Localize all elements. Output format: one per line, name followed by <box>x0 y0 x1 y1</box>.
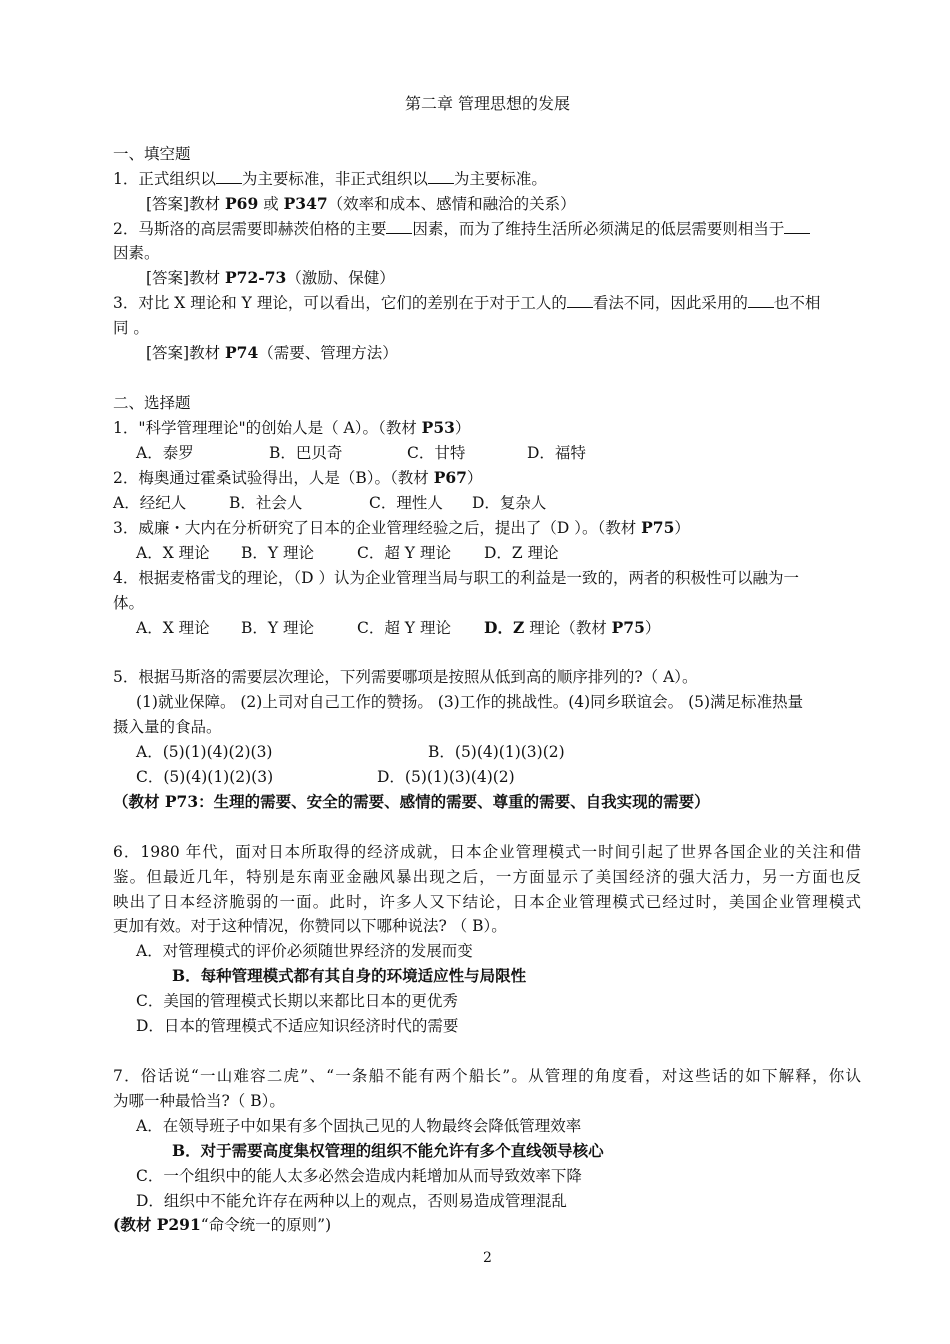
option-d <box>484 618 524 638</box>
question-text: 为主要标准。 <box>453 170 547 188</box>
question-text: 也不相 <box>773 294 821 312</box>
mc-options-4 <box>136 618 660 638</box>
option-c: C．超 Y 理论 <box>357 544 451 562</box>
mc-question-6-line2: 鉴。但最近几年，特别是东南亚金融风暴出现之后，一方面显示了美国经济的强大活力，另一方面也反 <box>113 868 861 886</box>
option-c: C．(5)(4)(1)(2)(3) <box>136 768 274 786</box>
answer-text: （激励、保健） <box>286 269 395 287</box>
question-1 <box>113 169 547 189</box>
note-text: “命令统一的原则”) <box>200 1216 332 1234</box>
mc-question-6-line3: 映出了日本经济脆弱的一面。此时，许多人又下结论，日本企业管理模式已经过时，美国企业管理模式 <box>113 893 861 911</box>
question-text: ） <box>466 469 483 487</box>
mc-question-5: 5．根据马斯洛的需要层次理论，下列需要哪项是按照从低到高的顺序排列的?（ A）。 <box>113 668 698 686</box>
option-d-z: Z <box>512 618 525 637</box>
mc-question-5-items-cont: 摄入量的食品。 <box>113 718 222 736</box>
page-ref: P75 <box>641 518 675 537</box>
answer-label: [答案]教材 <box>146 195 226 213</box>
page-ref: P75 <box>611 618 645 637</box>
option-b: B．社会人 <box>229 494 303 512</box>
question-text: 看法不同，因此采用的 <box>592 294 748 312</box>
mc-options-1 <box>136 443 586 463</box>
question-text: 1．"科学管理理论"的创始人是（ A）。（教材 <box>113 419 422 437</box>
mc-option-6-d: D．日本的管理模式不适应知识经济时代的需要 <box>136 1017 459 1035</box>
page-title: 第二章 管理思想的发展 <box>404 94 571 113</box>
mc-question-1 <box>113 418 470 438</box>
option-d-letter: D． <box>484 618 513 637</box>
mc-question-6-line1: 6．1980 年代，面对日本所取得的经济成就，日本企业管理模式一时间引起了世界各国企业的关注和借 <box>113 843 861 861</box>
page-ref: P67 <box>433 468 467 487</box>
mc-question-5-note: （教材 P73：生理的需要、安全的需要、感情的需要、尊重的需要、自我实现的需要） <box>113 792 710 811</box>
mc-option-7-d: D．组织中不能允许存在两种以上的观点，否则易造成管理混乱 <box>136 1192 567 1210</box>
answer-text: （需要、管理方法） <box>258 344 398 362</box>
option-c: C．理性人 <box>369 494 443 512</box>
option-d-close: ） <box>644 619 661 637</box>
option-b: B．巴贝奇 <box>269 444 343 462</box>
question-2 <box>113 219 810 239</box>
mc-options-5-row1 <box>136 742 565 762</box>
mc-option-6-b: B．每种管理模式都有其自身的环境适应性与局限性 <box>172 966 527 985</box>
answer-text: 或 <box>258 195 284 213</box>
page-ref: P347 <box>283 194 328 213</box>
mc-question-7-line1: 7．俗话说“一山难容二虎”、“一条船不能有两个船长”。从管理的角度看，对这些话的如下解释，你认 <box>113 1067 861 1085</box>
blank-line <box>386 219 412 234</box>
blank-line <box>428 169 454 184</box>
page-ref: P291 <box>156 1215 201 1234</box>
option-d-text: 理论（教材 <box>524 619 612 637</box>
blank-line <box>748 293 774 308</box>
question-2-cont: 因素。 <box>113 244 160 262</box>
mc-option-7-b: B．对于需要高度集权管理的组织不能允许有多个直线领导核心 <box>172 1141 604 1160</box>
page-ref: P72-73 <box>225 268 287 287</box>
page-ref: P69 <box>225 194 259 213</box>
mc-option-7-c: C．一个组织中的能人太多必然会造成内耗增加从而导致效率下降 <box>136 1167 582 1185</box>
answer-2 <box>146 268 395 288</box>
question-text: ） <box>454 419 471 437</box>
blank-line <box>216 169 242 184</box>
mc-options-2 <box>113 493 546 513</box>
option-b: B．Y 理论 <box>241 619 315 637</box>
page-number: 2 <box>483 1250 492 1266</box>
option-b: B．(5)(4)(1)(3)(2) <box>428 743 565 761</box>
option-c: C．超 Y 理论 <box>357 619 451 637</box>
option-d: D．复杂人 <box>472 494 547 512</box>
mc-question-4-cont: 体。 <box>113 594 145 612</box>
option-d: D．Z 理论 <box>484 544 559 562</box>
note-open: (教材 <box>113 1215 157 1234</box>
mc-options-3 <box>136 543 559 563</box>
option-b: B．Y 理论 <box>241 544 315 562</box>
question-text: 为主要标准，非正式组织以 <box>241 170 428 188</box>
mc-option-6-c: C．美国的管理模式长期以来都比日本的更优秀 <box>136 992 458 1010</box>
mc-options-5-row2 <box>136 767 515 787</box>
page-ref: P74 <box>225 343 259 362</box>
question-text: 1．正式组织以 <box>113 170 216 188</box>
question-text: 因素，而为了维持生活所必须满足的低层需要则相当于 <box>412 220 785 238</box>
answer-label: [答案]教材 <box>146 269 226 287</box>
mc-option-7-a: A．在领导班子中如果有多个固执己见的人物最终会降低管理效率 <box>136 1117 582 1135</box>
option-a: A．X 理论 <box>136 619 210 637</box>
mc-question-2 <box>113 468 482 488</box>
question-3 <box>113 293 820 313</box>
question-text: 2．梅奥通过霍桑试验得出，人是（B）。（教材 <box>113 469 434 487</box>
question-text: 2．马斯洛的高层需要即赫茨伯格的主要 <box>113 220 387 238</box>
page-ref: P53 <box>421 418 455 437</box>
question-text: ） <box>674 519 690 537</box>
option-a: A．X 理论 <box>136 544 210 562</box>
mc-option-6-a: A．对管理模式的评价必须随世界经济的发展而变 <box>136 942 473 960</box>
mc-question-3 <box>113 518 690 538</box>
question-3-cont: 同 。 <box>113 319 149 337</box>
option-d: D．(5)(1)(3)(4)(2) <box>377 768 515 786</box>
blank-line <box>784 219 810 234</box>
blank-line <box>567 293 593 308</box>
mc-question-5-items: (1)就业保障。 (2)上司对自己工作的赞扬。 (3)工作的挑战性。(4)同乡联谊会。 (5)满足标准热量 <box>136 693 804 711</box>
option-c: C．甘特 <box>407 444 466 462</box>
option-a: A．泰罗 <box>136 444 194 462</box>
mc-question-7-note <box>113 1215 331 1235</box>
answer-3 <box>146 343 398 363</box>
mc-question-4: 4．根据麦格雷戈的理论，（D ）认为企业管理当局与职工的利益是一致的，两者的积极性可以融为一 <box>113 569 799 587</box>
section-heading-multiple-choice: 二、选择题 <box>113 394 191 412</box>
question-text: 3．对比 X 理论和 Y 理论，可以看出，它们的差别在于对于工人的 <box>113 294 567 312</box>
mc-question-7-line2: 为哪一种最恰当?（ B）。 <box>113 1092 285 1110</box>
section-heading-fill-blank: 一、填空题 <box>113 145 191 163</box>
mc-question-6-line4: 更加有效。对于这种情况，你赞同以下哪种说法? （ B）。 <box>113 917 507 935</box>
answer-label: [答案]教材 <box>146 344 226 362</box>
option-d: D．福特 <box>527 444 586 462</box>
question-text: 3．威廉・大内在分析研究了日本的企业管理经验之后，提出了（D ）。（教材 <box>113 519 642 537</box>
option-a: A．经纪人 <box>113 494 187 512</box>
answer-1 <box>146 194 576 214</box>
answer-text: （效率和成本、感情和融洽的关系） <box>327 195 576 213</box>
option-a: A．(5)(1)(4)(2)(3) <box>136 743 273 761</box>
